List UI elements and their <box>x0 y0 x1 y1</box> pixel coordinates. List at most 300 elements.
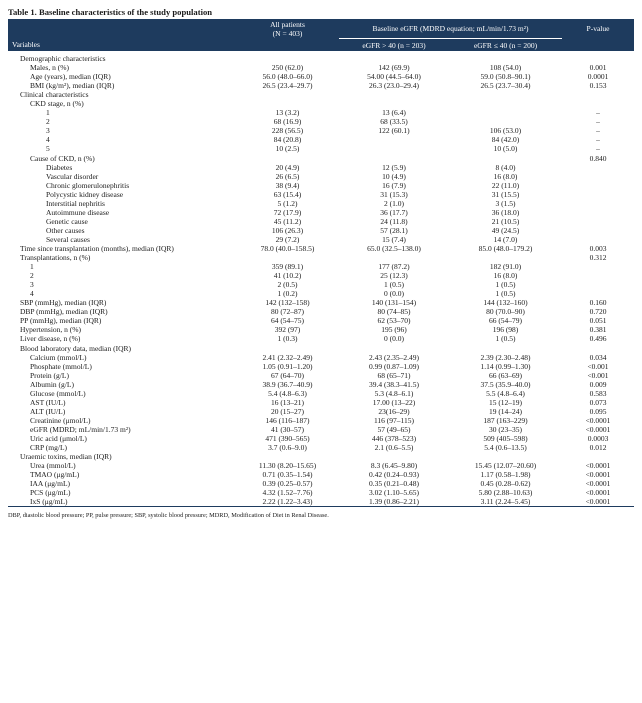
value-all-patients: 29 (7.2) <box>275 234 300 244</box>
row-label: 2 <box>46 117 50 127</box>
value-egfr-at-most-40: 31 (15.5) <box>491 189 520 199</box>
value-all-patients <box>236 154 339 163</box>
value-egfr-above-40 <box>339 154 449 163</box>
value-pvalue: – <box>596 144 600 154</box>
value-egfr-at-most-40: 66 (54–79) <box>488 316 523 326</box>
value-egfr-above-40: 0.42 (0.24–0.93) <box>369 470 419 480</box>
value-all-patients: 471 (390–565) <box>265 433 310 443</box>
row-label: Transplantations, n (%) <box>20 253 91 263</box>
value-pvalue <box>562 51 634 63</box>
table-row <box>8 353 634 362</box>
value-all-patients: 64 (54–75) <box>270 316 305 326</box>
value-egfr-at-most-40: 1 (0.5) <box>495 280 516 290</box>
value-pvalue <box>562 235 634 244</box>
value-egfr-at-most-40: 196 (98) <box>492 325 519 335</box>
value-egfr-above-40 <box>339 135 449 144</box>
table-row <box>8 51 634 63</box>
value-all-patients: 10 (2.5) <box>275 144 300 154</box>
value-pvalue: – <box>596 117 600 127</box>
value-pvalue: 0.720 <box>589 307 607 317</box>
value-pvalue: 0.001 <box>589 63 607 73</box>
value-all-patients: 359 (89.1) <box>271 262 304 272</box>
value-egfr-at-most-40: 187 (163–229) <box>483 415 528 425</box>
value-all-patients: 67 (64–70) <box>270 370 305 380</box>
value-egfr-above-40: 68 (65–71) <box>377 370 411 380</box>
row-label: Interstitial nephritis <box>46 198 105 208</box>
table-row <box>8 154 634 163</box>
value-egfr-above-40: 177 (87.2) <box>378 262 410 272</box>
value-pvalue: <0.0001 <box>585 479 611 489</box>
row-label: Glucose (mmol/L) <box>30 388 86 398</box>
value-pvalue: 0.073 <box>589 397 607 407</box>
table-row <box>8 199 634 208</box>
value-all-patients: 26 (6.5) <box>275 171 300 181</box>
value-pvalue: <0.0001 <box>585 415 611 425</box>
value-all-patients: 5.4 (4.8–6.3) <box>268 388 307 398</box>
value-egfr-above-40: 0 (0.0) <box>384 289 404 299</box>
value-all-patients: 1 (0.3) <box>277 334 298 344</box>
table-row <box>8 298 634 307</box>
value-pvalue <box>562 172 634 181</box>
value-egfr-above-40: 26.3 (23.0–29.4) <box>369 81 419 91</box>
table-row <box>8 163 634 172</box>
value-egfr-above-40: 0.35 (0.21–0.48) <box>369 479 419 489</box>
row-label: Protein (g/L) <box>30 370 69 380</box>
value-egfr-at-most-40: 1 (0.5) <box>495 334 516 344</box>
table-row <box>8 307 634 316</box>
table-row <box>8 488 634 497</box>
table-row <box>8 362 634 371</box>
value-egfr-at-most-40: 106 (53.0) <box>489 126 522 136</box>
value-egfr-at-most-40: 3.11 (2.24–5.45) <box>449 497 562 507</box>
value-egfr-above-40: 1 (0.5) <box>384 280 404 290</box>
table-row <box>8 144 634 153</box>
value-pvalue: <0.0001 <box>562 497 634 507</box>
value-egfr-above-40 <box>339 90 449 99</box>
value-egfr-at-most-40: 80 (70.0–90) <box>486 307 525 317</box>
row-label: Other causes <box>46 225 85 235</box>
row-label: Urea (mmol/L) <box>30 461 76 471</box>
value-egfr-at-most-40 <box>449 90 562 99</box>
row-label: eGFR (MDRD; mL/min/1.73 m²) <box>30 424 131 434</box>
value-egfr-above-40: 0 (0.0) <box>384 334 404 344</box>
value-egfr-at-most-40: 5.4 (0.6–13.5) <box>484 443 527 453</box>
value-egfr-above-40: 16 (7.9) <box>382 180 406 190</box>
table-row <box>8 262 634 271</box>
value-egfr-above-40: 68 (33.5) <box>380 117 408 127</box>
table-row <box>8 470 634 479</box>
row-label: 3 <box>46 126 50 136</box>
row-label: 2 <box>30 271 34 281</box>
table-row <box>8 72 634 81</box>
value-egfr-at-most-40: 21 (10.5) <box>491 216 520 226</box>
header-blank-2 <box>236 39 339 52</box>
row-label: 4 <box>30 289 34 299</box>
row-label: AST (IU/L) <box>30 397 66 407</box>
value-egfr-at-most-40: 16 (8.0) <box>493 271 518 281</box>
value-egfr-at-most-40: 5.80 (2.88–10.63) <box>478 488 533 498</box>
table-footnote: DBP, diastolic blood pressure; PP, pulse pressure; SBP, systolic blood pressure; MDRD, Modification of Diet in Renal Disease. <box>8 512 329 520</box>
value-egfr-at-most-40: 19 (14–24) <box>488 406 523 416</box>
row-label: Time since transplantation (months), median (IQR) <box>20 243 174 253</box>
table-body <box>8 51 634 507</box>
value-all-patients <box>236 452 339 461</box>
value-egfr-above-40: 12 (5.9) <box>382 162 406 172</box>
value-all-patients: 11.30 (8.20–15.65) <box>258 461 317 471</box>
value-egfr-above-40: 62 (53–70) <box>377 316 411 326</box>
value-all-patients: 3.7 (0.6–9.0) <box>268 443 307 453</box>
header-baseline-egfr: Baseline eGFR (MDRD equation; mL/min/1.73 m²) <box>339 19 562 39</box>
value-egfr-above-40: 0.99 (0.87–1.09) <box>369 361 419 371</box>
value-egfr-above-40: 39.4 (38.3–41.5) <box>369 379 419 389</box>
value-all-patients: 78.0 (40.0–158.5) <box>260 243 315 253</box>
value-egfr-at-most-40 <box>449 99 562 108</box>
table-row <box>8 380 634 389</box>
table-row <box>8 316 634 325</box>
table-row <box>8 226 634 235</box>
value-pvalue <box>562 99 634 108</box>
value-egfr-at-most-40: 2.39 (2.30–2.48) <box>480 352 531 362</box>
table-header <box>8 19 634 51</box>
value-all-patients <box>236 90 339 99</box>
value-egfr-above-40: 2.43 (2.35–2.49) <box>369 352 419 362</box>
value-all-patients: 84 (20.8) <box>273 135 302 145</box>
value-all-patients: 20 (15–27) <box>270 406 305 416</box>
value-all-patients: 16 (13–21) <box>270 397 305 407</box>
row-label: Age (years), median (IQR) <box>30 72 111 82</box>
row-label: Demographic characteristics <box>20 54 106 63</box>
row-label: Vascular disorder <box>46 171 99 181</box>
value-pvalue <box>562 181 634 190</box>
value-egfr-at-most-40: 1 (0.5) <box>495 289 516 299</box>
table-row <box>8 172 634 181</box>
value-all-patients <box>236 344 339 353</box>
value-all-patients: 56.0 (48.0–66.0) <box>262 72 313 82</box>
table-row <box>8 497 634 507</box>
value-egfr-above-40 <box>339 144 449 153</box>
value-egfr-above-40: 122 (60.1) <box>378 126 410 136</box>
value-all-patients: 106 (26.3) <box>271 225 304 235</box>
value-pvalue: 0.312 <box>589 253 607 263</box>
value-all-patients: 41 (30–57) <box>270 424 305 434</box>
value-egfr-at-most-40: 36 (18.0) <box>491 207 520 217</box>
value-egfr-above-40: 13 (6.4) <box>382 108 406 118</box>
value-pvalue: 0.0001 <box>587 72 609 82</box>
header-all-patients <box>236 19 339 39</box>
table-row <box>8 280 634 289</box>
value-egfr-above-40: 8.3 (6.45–9.80) <box>370 461 418 471</box>
value-egfr-at-most-40: 509 (405–598) <box>483 433 528 443</box>
table-row <box>8 344 634 353</box>
row-label: Diabetes <box>46 162 73 172</box>
value-pvalue <box>562 190 634 199</box>
header-all-patients-title: All patients <box>270 19 305 29</box>
table-row <box>8 271 634 280</box>
table-row <box>8 253 634 262</box>
value-pvalue: 0.840 <box>589 153 607 163</box>
table-row <box>8 416 634 425</box>
value-pvalue: 0.381 <box>589 325 607 335</box>
value-egfr-at-most-40: 84 (42.0) <box>491 135 520 145</box>
value-pvalue: <0.001 <box>587 361 609 371</box>
value-egfr-at-most-40 <box>449 452 562 461</box>
table-row <box>8 235 634 244</box>
table-row <box>8 434 634 443</box>
table-row <box>8 389 634 398</box>
row-label: Uraemic toxins, median (IQR) <box>20 452 112 462</box>
row-label: ALT (IU/L) <box>30 406 66 416</box>
value-egfr-at-most-40: 8 (4.0) <box>495 162 516 172</box>
value-egfr-above-40 <box>339 51 449 63</box>
value-egfr-above-40: 54.00 (44.5–64.0) <box>367 72 421 82</box>
value-pvalue: 0.496 <box>589 334 607 344</box>
value-pvalue: <0.001 <box>587 370 609 380</box>
row-label: Genetic cause <box>46 216 88 226</box>
value-pvalue <box>562 199 634 208</box>
value-pvalue: 0.003 <box>589 243 607 253</box>
value-egfr-at-most-40: 15.45 (12.07–20.60) <box>474 461 537 471</box>
value-egfr-at-most-40: 26.5 (23.7–30.4) <box>480 81 531 91</box>
baseline-characteristics-table <box>8 19 634 507</box>
table-row <box>8 108 634 117</box>
value-all-patients: 68 (16.9) <box>273 117 302 127</box>
table-row <box>8 81 634 90</box>
value-all-patients: 4.32 (1.52–7.76) <box>262 488 313 498</box>
value-pvalue <box>562 452 634 461</box>
header-egfr-at-most-40: eGFR ≤ 40 (n = 200) <box>449 39 562 52</box>
value-all-patients: 142 (132–158) <box>265 298 310 308</box>
value-egfr-at-most-40: 1.17 (0.58–1.98) <box>480 470 531 480</box>
row-label: Liver disease, n (%) <box>20 334 81 344</box>
row-label: IAA (μg/mL) <box>30 479 71 489</box>
value-pvalue <box>562 271 634 280</box>
row-label: Polycystic kidney disease <box>46 189 124 199</box>
value-egfr-above-40: 23(16–29) <box>378 406 410 416</box>
value-egfr-above-40: 36 (17.7) <box>380 207 408 217</box>
table-row <box>8 325 634 334</box>
value-all-patients: 13 (3.2) <box>275 108 300 118</box>
header-blank-3 <box>562 39 634 52</box>
value-all-patients: 38 (9.4) <box>275 180 300 190</box>
value-all-patients: 0.71 (0.35–1.54) <box>262 470 313 480</box>
row-label: Males, n (%) <box>30 63 69 73</box>
value-all-patients: 5 (1.2) <box>277 198 298 208</box>
value-pvalue: <0.0001 <box>585 424 611 434</box>
row-label: Creatinine (μmol/L) <box>30 415 91 425</box>
row-label: Clinical characteristics <box>20 90 89 100</box>
value-egfr-above-40: 446 (378–523) <box>371 433 417 443</box>
row-label: Uric acid (μmol/L) <box>30 433 87 443</box>
value-egfr-at-most-40: 15 (12–19) <box>488 397 523 407</box>
value-egfr-above-40: 57 (28.1) <box>380 225 408 235</box>
value-egfr-above-40: 140 (131–154) <box>371 298 417 308</box>
value-egfr-above-40 <box>339 344 449 353</box>
value-all-patients: 0.39 (0.25–0.57) <box>262 479 313 489</box>
table-row <box>8 135 634 144</box>
value-egfr-above-40: 2 (1.0) <box>384 198 404 208</box>
table-row <box>8 217 634 226</box>
value-all-patients: 26.5 (23.4–29.7) <box>262 81 313 91</box>
value-pvalue: <0.0001 <box>585 470 611 480</box>
value-egfr-at-most-40: 59.0 (50.8–90.1) <box>480 72 531 82</box>
table-row <box>8 126 634 135</box>
value-pvalue <box>562 163 634 172</box>
value-pvalue <box>562 217 634 226</box>
value-egfr-above-40: 3.02 (1.10–5.65) <box>369 488 419 498</box>
value-egfr-above-40: 57 (49–65) <box>377 424 411 434</box>
value-all-patients: 72 (17.9) <box>273 207 302 217</box>
value-egfr-above-40: 80 (74–85) <box>377 307 411 317</box>
table-row <box>8 181 634 190</box>
value-egfr-at-most-40: 14 (7.0) <box>493 234 518 244</box>
value-egfr-at-most-40: 3 (1.5) <box>495 198 516 208</box>
value-pvalue: 0.095 <box>589 406 607 416</box>
table-row <box>8 452 634 461</box>
row-label: CRP (mg/L) <box>30 443 68 453</box>
row-label: Cause of CKD, n (%) <box>30 153 95 163</box>
value-egfr-at-most-40 <box>449 117 562 126</box>
value-egfr-at-most-40 <box>449 51 562 63</box>
value-egfr-above-40: 65.0 (32.5–138.0) <box>367 243 421 253</box>
table-row <box>8 407 634 416</box>
value-egfr-above-40 <box>339 452 449 461</box>
value-all-patients: 38.9 (36.7–40.9) <box>262 379 313 389</box>
row-label: 1 <box>30 262 34 272</box>
row-label: DBP (mmHg), median (IQR) <box>20 307 108 317</box>
value-egfr-at-most-40: 1.14 (0.99–1.30) <box>480 361 531 371</box>
value-all-patients: 250 (62.0) <box>271 63 304 73</box>
row-label: BMI (kg/m²), median (IQR) <box>30 81 115 91</box>
row-label: Blood laboratory data, median (IQR) <box>20 343 132 353</box>
value-egfr-above-40: 17.00 (13–22) <box>372 397 416 407</box>
table-row <box>8 371 634 380</box>
value-pvalue: 0.051 <box>589 316 607 326</box>
header-blank <box>8 19 236 39</box>
table-row <box>8 461 634 470</box>
value-egfr-above-40: 116 (97–115) <box>373 415 415 425</box>
value-all-patients: 2.41 (2.32–2.49) <box>262 352 313 362</box>
value-all-patients: 45 (11.2) <box>273 216 302 226</box>
header-all-patients-n: (N = 403) <box>272 28 303 38</box>
table-row <box>8 479 634 488</box>
row-label: 3 <box>30 280 34 290</box>
value-all-patients: 2 (0.5) <box>277 280 298 290</box>
value-egfr-above-40: 10 (4.9) <box>382 171 406 181</box>
table-caption: Table 1. Baseline characteristics of the study population <box>8 7 213 17</box>
row-label: IxS (μg/mL) <box>8 497 236 507</box>
value-pvalue: – <box>596 126 600 136</box>
paper-page <box>8 0 634 520</box>
row-label: Hypertension, n (%) <box>20 325 82 335</box>
value-egfr-at-most-40: 85.0 (48.0–179.2) <box>478 243 533 253</box>
table-row <box>8 334 634 343</box>
value-egfr-at-most-40 <box>449 344 562 353</box>
row-label: 5 <box>46 144 50 154</box>
header-pvalue: P-value <box>562 19 634 39</box>
table-row <box>8 90 634 99</box>
table-row <box>8 208 634 217</box>
value-egfr-above-40: 15 (7.4) <box>382 234 406 244</box>
value-egfr-above-40 <box>339 253 449 262</box>
value-pvalue: 0.153 <box>589 81 607 91</box>
row-label: SBP (mmHg), median (IQR) <box>20 298 107 308</box>
value-pvalue <box>562 90 634 99</box>
row-label: 4 <box>46 135 50 145</box>
table-row <box>8 244 634 253</box>
value-pvalue: 0.034 <box>589 352 607 362</box>
value-pvalue: – <box>596 135 600 145</box>
table-row <box>8 117 634 126</box>
value-egfr-at-most-40: 66 (63–69) <box>488 370 523 380</box>
value-egfr-at-most-40: 16 (8.0) <box>493 171 518 181</box>
row-label: PP (mmHg), median (IQR) <box>20 316 102 326</box>
value-pvalue <box>562 262 634 271</box>
value-pvalue: 0.160 <box>589 298 607 308</box>
value-egfr-above-40: 1.39 (0.86–2.21) <box>339 497 449 507</box>
value-egfr-above-40: 31 (15.3) <box>380 189 408 199</box>
value-pvalue: <0.0001 <box>585 461 611 471</box>
value-egfr-at-most-40 <box>449 154 562 163</box>
value-pvalue <box>562 344 634 353</box>
value-all-patients <box>236 99 339 108</box>
value-pvalue: – <box>596 108 600 118</box>
value-egfr-at-most-40: 182 (91.0) <box>489 262 522 272</box>
row-label: PCS (μg/mL) <box>30 488 71 498</box>
value-pvalue: 0.0003 <box>587 433 609 443</box>
row-label: Calcium (mmol/L) <box>30 352 87 362</box>
value-egfr-above-40: 5.3 (4.8–6.1) <box>374 388 414 398</box>
value-egfr-above-40: 2.1 (0.6–5.5) <box>374 443 414 453</box>
row-label: Autoimmune disease <box>46 207 110 217</box>
value-all-patients: 2.22 (1.22–3.43) <box>236 497 339 507</box>
value-egfr-above-40: 195 (96) <box>381 325 407 335</box>
table-row <box>8 398 634 407</box>
value-pvalue <box>562 280 634 289</box>
value-egfr-at-most-40: 22 (11.0) <box>491 180 520 190</box>
value-all-patients <box>236 253 339 262</box>
row-label: Several causes <box>46 234 90 244</box>
value-egfr-above-40: 25 (12.3) <box>380 271 408 281</box>
value-egfr-at-most-40: 144 (132–160) <box>483 298 528 308</box>
value-egfr-at-most-40: 108 (54.0) <box>489 63 522 73</box>
value-all-patients: 392 (97) <box>274 325 301 335</box>
value-egfr-above-40: 24 (11.8) <box>380 216 408 226</box>
value-egfr-at-most-40 <box>449 253 562 262</box>
value-pvalue <box>562 289 634 298</box>
value-all-patients: 80 (72–87) <box>270 307 305 317</box>
value-pvalue <box>562 208 634 217</box>
value-egfr-at-most-40: 10 (5.0) <box>493 144 518 154</box>
value-egfr-above-40: 142 (69.9) <box>378 63 410 73</box>
value-all-patients: 1 (0.2) <box>277 289 298 299</box>
header-variables: Variables <box>8 39 236 52</box>
table-row <box>8 99 634 108</box>
table-row <box>8 289 634 298</box>
value-egfr-at-most-40: 49 (24.5) <box>491 225 520 235</box>
value-pvalue: 0.583 <box>589 388 607 398</box>
value-all-patients: 228 (56.5) <box>271 126 304 136</box>
value-all-patients: 20 (4.9) <box>275 162 300 172</box>
table-row <box>8 425 634 434</box>
value-egfr-at-most-40: 0.45 (0.28–0.62) <box>480 479 531 489</box>
value-all-patients: 63 (15.4) <box>273 189 302 199</box>
value-pvalue <box>562 226 634 235</box>
table-row <box>8 190 634 199</box>
header-egfr-above-40: eGFR > 40 (n = 203) <box>339 39 449 52</box>
value-pvalue: <0.0001 <box>585 488 611 498</box>
value-all-patients: 41 (10.2) <box>273 271 302 281</box>
value-all-patients: 146 (116–187) <box>265 415 310 425</box>
